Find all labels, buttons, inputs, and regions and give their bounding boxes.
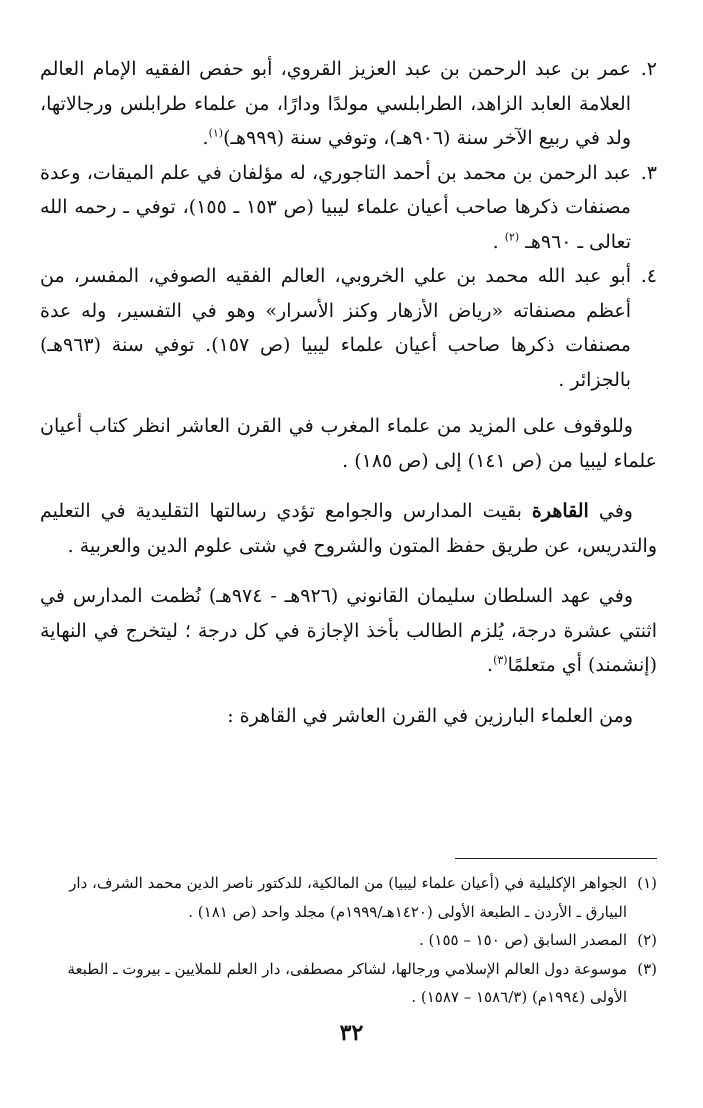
item-tail: . [202, 127, 209, 149]
paragraph-notable-scholars: ومن العلماء البارزين في القرن العاشر في القاهرة : [227, 704, 633, 727]
paragraph-more-scholars: وللوقوف على المزيد من علماء المغرب في القرن العاشر انظر كتاب أعيان علماء ليبيا من (ص ١٤١) إلى (ص ١٨٥) . [40, 415, 657, 472]
footnote-text: الجواهر الإكليلية في (أعيان علماء ليبيا) من المالكية، للدكتور ناصر الدين محمد الشرف، دار البيارق ـ الأردن ـ الطبعة الأولى (١٤٢٠هـ/١٩٩٩م) مجلد واحد (ص ١٨١) . [69, 874, 627, 921]
item-number: ٤. [640, 265, 657, 287]
main-text [40, 52, 657, 733]
paragraph-suleiman [40, 579, 657, 683]
list-item-4 [40, 259, 657, 397]
paragraph-lead: وفي [598, 500, 633, 522]
footnote-number: (٣) [637, 959, 657, 978]
item-number: ٣. [640, 161, 657, 184]
footnote-ref-3[interactable]: (٣) [493, 653, 508, 667]
item-text: عمر بن عبد الرحمن بن عبد العزيز القروي، أبو حفص الفقيه الإمام العالم العلامة العابد الزاهد، الطرابلسي مولدًا ودارًا، من علماء طرابلس ورجالاتها، ولد في ربيع الآخر سنة (٩٠٦هـ)، وتوفي سنة (٩٩٩هـ) [40, 58, 631, 149]
footnote-ref-1[interactable]: (١) [208, 126, 224, 140]
item-tail: . [492, 230, 505, 253]
footnote-1 [40, 869, 657, 926]
footnote-divider [455, 858, 657, 859]
paragraph-text: وفي عهد السلطان سليمان القانوني (٩٢٦هـ - ٩٧٤هـ) نُظمت المدارس في اثنتي عشرة درجة، يُلزم الطالب بأخذ الإجازة في كل درجة ؛ ليتخرج في النهاية (إنشمند) أي متعلمًا [40, 585, 657, 676]
paragraph-tail: . [487, 654, 494, 676]
footnotes [40, 869, 657, 1012]
paragraph-rest: بقيت المدارس والجوامع تؤدي رسالتها التقليدية في التعليم والتدريس، عن طريق حفظ المتون والشروح في شتى علوم الدين والعربية . [40, 500, 657, 557]
item-text: أبو عبد الله محمد بن علي الخروبي، العالم الفقيه الصوفي، المفسر، من أعظم مصنفاته «رياض الأزهار وكنز الأسرار» وهو في التفسير، وله عدة مصنفات ذكرها صاحب أعيان علماء ليبيا (ص ١٥٧). توفي سنة (٩٦٣هـ) بالجزائر . [40, 265, 631, 391]
item-text: عبد الرحمن بن محمد بن أحمد التاجوري، له مؤلفان في علم الميقات، وعدة مصنفات ذكرها صاحب أعيان علماء ليبيا (ص ١٥٣ ـ ١٥٥)، توفي ـ رحمه الله تعالى ـ ٩٦٠هـ [40, 161, 631, 253]
footnote-3 [40, 955, 657, 1012]
footnote-number: (٢) [637, 931, 657, 949]
list-item-3 [40, 156, 657, 260]
footnote-2 [40, 926, 657, 955]
footnote-text: موسوعة دول العالم الإسلامي ورجالها، لشاكر مصطفى، دار العلم للملايين ـ بيروت ـ الطبعة الأولى (١٩٩٤م) (١٥٨٦/٣ – ١٥٨٧) . [67, 959, 627, 1006]
list-item-2 [40, 52, 657, 156]
footnote-text: المصدر السابق (ص ١٥٠ – ١٥٥) . [419, 931, 627, 949]
footnote-ref-2[interactable]: (٢) [504, 230, 520, 244]
paragraph-cairo [40, 494, 657, 563]
page-number: ٣٢ [339, 1020, 364, 1046]
item-number: ٢. [640, 58, 657, 80]
place-name-cairo: القاهرة [531, 500, 589, 522]
footnote-number: (١) [637, 874, 657, 892]
